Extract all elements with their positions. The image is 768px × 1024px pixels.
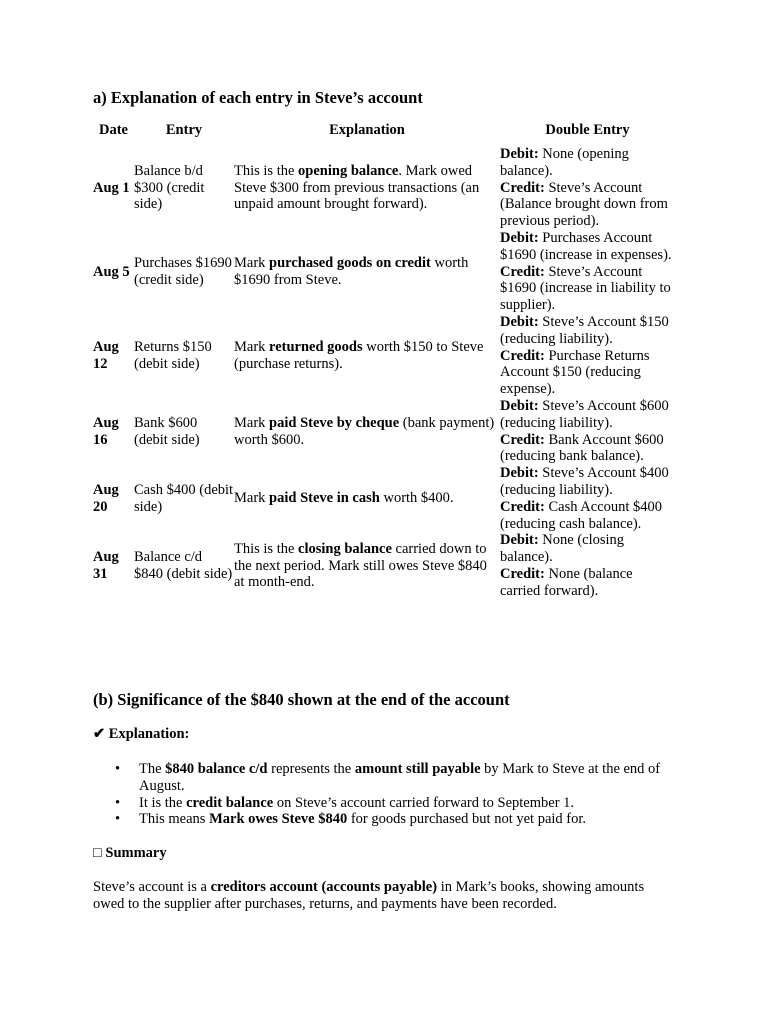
- bullet-text: The: [139, 761, 166, 777]
- list-item: [139, 761, 699, 795]
- credit-label: Credit:: [500, 565, 545, 582]
- row-explanation: [234, 465, 500, 532]
- explanation-text: paid Steve by cheque: [269, 414, 400, 431]
- row-entry: Bank $600 (debit side): [134, 414, 200, 448]
- table-row: [93, 465, 675, 532]
- row-date: Aug 5: [93, 263, 130, 280]
- explanation-text: worth $400.: [379, 490, 454, 507]
- bullet-text: for goods purchased but not yet paid for.: [347, 811, 587, 828]
- debit-text: Steve’s Account $400 (reducing liability).: [500, 465, 669, 498]
- table-row: [93, 398, 675, 465]
- row-entry: Cash $400 (debit side): [134, 481, 234, 515]
- row-explanation: [234, 146, 500, 230]
- explanation-text: closing balance: [298, 540, 392, 557]
- explanation-text: (bank payment) worth $600.: [234, 414, 495, 448]
- credit-label: Credit:: [500, 431, 545, 448]
- significance-list: [93, 761, 699, 828]
- explanation-text: . Mark owed Steve $300 from previous transactions (an unpaid amount brought forward).: [234, 162, 480, 213]
- credit-label: Credit:: [500, 347, 545, 364]
- explanation-text: Mark: [234, 255, 270, 272]
- summary-label: □ Summary: [93, 845, 167, 861]
- debit-label: Debit:: [500, 313, 539, 330]
- row-double-entry: [500, 230, 675, 314]
- row-entry: Purchases $1690 (credit side): [134, 255, 232, 288]
- entries-table: [93, 122, 675, 600]
- explanation-text: worth $1690 from Steve.: [234, 255, 469, 288]
- credit-text: Steve’s Account $1690 (increase in liability to supplier).: [500, 263, 671, 314]
- bullet-text: credit balance: [186, 794, 274, 811]
- list-item: [139, 795, 699, 812]
- row-double-entry: [500, 532, 675, 599]
- summary-paragraph: [93, 879, 663, 913]
- credit-label: Credit:: [500, 498, 545, 515]
- explanation-text: Mark: [234, 490, 270, 507]
- list-item: [139, 811, 699, 828]
- debit-label: Debit:: [500, 229, 539, 246]
- section-b-heading: (b) Significance of the $840 shown at the end of the account: [93, 690, 510, 709]
- credit-text: Purchase Returns Account $150 (reducing expense).: [500, 347, 650, 398]
- explanation-label: ✔ Explanation:: [93, 726, 190, 742]
- bullet-text: This means: [139, 811, 210, 828]
- row-date: Aug 20: [93, 481, 119, 515]
- explanation-text: paid Steve in cash: [269, 490, 380, 507]
- row-explanation: [234, 398, 500, 465]
- explanation-text: This is the: [234, 540, 299, 557]
- explanation-text: Mark: [234, 414, 270, 431]
- row-date: Aug 12: [93, 339, 119, 372]
- row-explanation: [234, 314, 500, 398]
- col-header-double-entry: Double Entry: [545, 122, 630, 138]
- summary-text: creditors account (accounts payable): [210, 879, 438, 895]
- credit-label: Credit:: [500, 263, 545, 280]
- bullet-text: represents the: [267, 761, 355, 777]
- debit-label: Debit:: [500, 465, 539, 482]
- row-double-entry: [500, 398, 675, 465]
- debit-text: Steve’s Account $600 (reducing liability).: [500, 397, 669, 431]
- bullet-text: amount still payable: [354, 761, 481, 777]
- explanation-text: opening balance: [298, 162, 399, 179]
- explanation-text: Mark: [234, 339, 270, 356]
- explanation-text: returned goods: [269, 339, 363, 356]
- col-header-explanation: Explanation: [329, 122, 405, 138]
- table-row: [93, 314, 675, 398]
- explanation-text: carried down to the next period. Mark still owes Steve $840 at month-end.: [234, 540, 487, 591]
- debit-label: Debit:: [500, 146, 539, 162]
- debit-text: None (opening balance).: [500, 146, 629, 179]
- debit-label: Debit:: [500, 397, 539, 414]
- bullet-text: Mark owes Steve $840: [209, 811, 348, 828]
- bullet-text: $840 balance c/d: [165, 761, 268, 777]
- row-date: Aug 31: [93, 549, 119, 582]
- section-a-heading: a) Explanation of each entry in Steve’s account: [93, 88, 423, 107]
- debit-label: Debit:: [500, 532, 539, 549]
- table-header-row: [93, 122, 675, 146]
- table-row: [93, 146, 675, 230]
- row-entry: Balance c/d $840 (debit side): [134, 549, 233, 582]
- table-row: [93, 230, 675, 314]
- credit-text: Cash Account $400 (reducing cash balance).: [500, 498, 663, 532]
- debit-text: Purchases Account $1690 (increase in expenses).: [500, 229, 672, 263]
- table-body: [93, 146, 675, 600]
- row-date: Aug 16: [93, 414, 119, 448]
- bullet-text: on Steve’s account carried forward to September 1.: [273, 794, 575, 811]
- row-explanation: [234, 230, 500, 314]
- credit-text: Bank Account $600 (reducing bank balance).: [500, 431, 664, 465]
- row-date: Aug 1: [93, 179, 130, 196]
- row-explanation: [234, 532, 500, 599]
- row-entry: Returns $150 (debit side): [134, 339, 212, 372]
- col-header-date: Date: [99, 122, 128, 138]
- explanation-text: This is the: [234, 162, 299, 179]
- col-header-entry: Entry: [165, 122, 203, 138]
- row-entry: Balance b/d $300 (credit side): [134, 162, 205, 213]
- table-row: [93, 532, 675, 599]
- credit-text: None (balance carried forward).: [500, 565, 633, 599]
- row-double-entry: [500, 465, 675, 532]
- row-double-entry: [500, 314, 675, 398]
- debit-text: Steve’s Account $150 (reducing liability).: [500, 313, 669, 347]
- credit-label: Credit:: [500, 179, 545, 196]
- credit-text: Steve’s Account (Balance brought down from previous period).: [500, 179, 668, 230]
- summary-text: Steve’s account is a: [93, 879, 211, 895]
- bullet-text: It is the: [139, 794, 187, 811]
- debit-text: None (closing balance).: [500, 532, 625, 566]
- summary-text: in Mark’s books, showing amounts owed to the supplier after purchases, returns, and payments have been recorded.: [93, 879, 645, 912]
- explanation-text: worth $150 to Steve (purchase returns).: [234, 339, 484, 372]
- explanation-text: purchased goods on credit: [269, 255, 431, 272]
- row-double-entry: [500, 146, 675, 230]
- bullet-text: by Mark to Steve at the end of August.: [139, 761, 661, 794]
